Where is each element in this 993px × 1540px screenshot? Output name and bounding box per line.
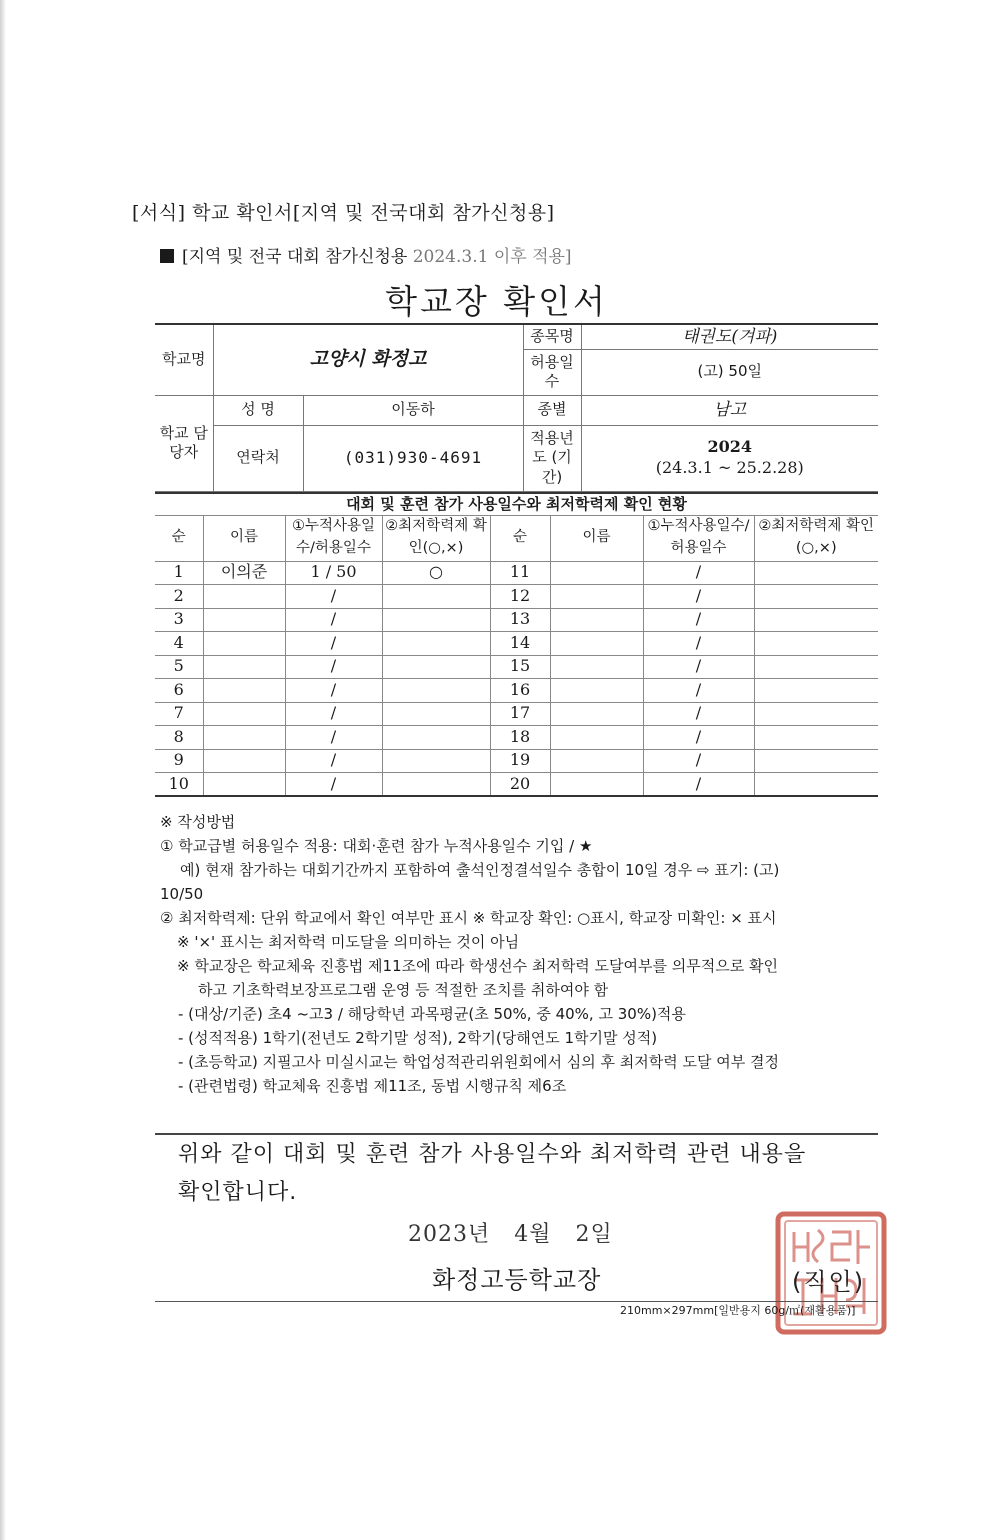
note-item: - (대상/기준) 초4 ~고3 / 해당학년 과목평균(초 50%, 중 40%, 고 30%)적용 xyxy=(178,1005,686,1023)
min-academic-check xyxy=(754,773,878,797)
note-item: ※ '×' 표시는 최저학력 미도달을 의미하는 것이 아님 xyxy=(177,933,520,951)
student-name xyxy=(550,608,643,632)
table-row xyxy=(155,773,878,797)
min-academic-check xyxy=(754,655,878,679)
note-item: 10/50 xyxy=(160,885,204,903)
student-name xyxy=(203,608,285,632)
instructions xyxy=(160,810,885,1098)
row-number: 10 xyxy=(155,773,203,797)
student-name xyxy=(203,773,285,797)
student-name xyxy=(550,655,643,679)
student-name xyxy=(203,655,285,679)
min-academic-check xyxy=(754,561,878,585)
note-item: 예) 현재 참가하는 대회기간까지 포함하여 출석인정결석일수 총합이 10일 경우 ⇨ 표기: (고) xyxy=(180,861,780,879)
row-number: 13 xyxy=(490,608,550,632)
days-used: / xyxy=(285,749,382,773)
principal-name: 화정고등학교장 xyxy=(432,1266,602,1294)
row-number: 15 xyxy=(490,655,550,679)
min-academic-check xyxy=(754,726,878,750)
min-academic-check xyxy=(754,585,878,609)
student-name xyxy=(550,726,643,750)
table-row xyxy=(155,655,878,679)
note-item: ※ 학교장은 학교체육 진흥법 제11조에 따라 학생선수 최저학력 도달여부를 의무적으로 확인 xyxy=(177,957,778,975)
min-academic-check xyxy=(754,749,878,773)
min-academic-check xyxy=(382,632,490,656)
student-name xyxy=(203,585,285,609)
subheader-text: [지역 및 전국 대회 참가신청용 xyxy=(182,247,413,267)
sport-label: 종목명 xyxy=(523,324,581,349)
row-number: 8 xyxy=(155,726,203,750)
row-number: 14 xyxy=(490,632,550,656)
row-number: 4 xyxy=(155,632,203,656)
row-number: 9 xyxy=(155,749,203,773)
contact-label: 연락처 xyxy=(213,425,303,491)
participation-rows xyxy=(155,561,878,796)
student-name xyxy=(550,561,643,585)
min-academic-check xyxy=(382,655,490,679)
row-number: 2 xyxy=(155,585,203,609)
seal-label: (직인) xyxy=(792,1268,866,1296)
page-edge-shadow xyxy=(0,0,6,1540)
min-academic-check xyxy=(382,585,490,609)
note-item: - (초등학교) 지필고사 미실시교는 학업성적관리위원회에서 심의 후 최저학력 도달 여부 결정 xyxy=(178,1053,779,1071)
manager-label: 학교 담당자 xyxy=(155,395,213,491)
days-used: / xyxy=(643,561,754,585)
row-number: 6 xyxy=(155,679,203,703)
row-number: 18 xyxy=(490,726,550,750)
days-used: / xyxy=(285,608,382,632)
student-name xyxy=(203,679,285,703)
note-item: - (성적적용) 1학기(전년도 2학기말 성적), 2학기(당해연도 1학기말 성적) xyxy=(178,1029,658,1047)
student-name xyxy=(550,749,643,773)
row-number: 19 xyxy=(490,749,550,773)
min-academic-check xyxy=(382,773,490,797)
row-number: 16 xyxy=(490,679,550,703)
bullet-square-icon xyxy=(160,249,174,263)
days-used: / xyxy=(285,773,382,797)
issue-date: 2023년 4월 2일 xyxy=(408,1222,613,1247)
school-name-value: 고양시 화정고 xyxy=(213,324,523,395)
days-used: / xyxy=(285,655,382,679)
school-name-label: 학교명 xyxy=(155,324,213,395)
header-name-2: 이름 xyxy=(550,515,643,561)
divider xyxy=(155,1133,878,1135)
note-heading: ※ 작성방법 xyxy=(160,813,236,831)
participation-caption: 대회 및 훈련 참가 사용일수와 최저학력제 확인 현황 xyxy=(155,493,878,515)
min-academic-check: ○ xyxy=(382,561,490,585)
student-name xyxy=(203,702,285,726)
days-used: / xyxy=(643,773,754,797)
header-check: ②최저학력제 확인(○,×) xyxy=(382,515,490,561)
table-row xyxy=(155,561,878,585)
days-used: / xyxy=(643,702,754,726)
table-row xyxy=(155,749,878,773)
form-label: [서식] 학교 확인서[지역 및 전국대회 참가신청용] xyxy=(132,202,555,224)
min-academic-check xyxy=(754,702,878,726)
year-cell xyxy=(581,425,878,491)
subheader xyxy=(160,242,572,267)
student-name xyxy=(550,585,643,609)
allowed-days-label: 허용일수 xyxy=(523,349,581,395)
confirmation-text xyxy=(178,1136,878,1212)
min-academic-check xyxy=(754,679,878,703)
student-name: 이의준 xyxy=(203,561,285,585)
row-number: 1 xyxy=(155,561,203,585)
days-used: / xyxy=(643,679,754,703)
days-used: / xyxy=(643,655,754,679)
student-name xyxy=(550,702,643,726)
header-no: 순 xyxy=(155,515,203,561)
min-academic-check xyxy=(754,608,878,632)
confirmation-line-1: 위와 같이 대회 및 훈련 참가 사용일수와 최저학력 관련 내용을 xyxy=(178,1142,807,1167)
category-value: 남고 xyxy=(581,395,878,425)
table-row xyxy=(155,726,878,750)
header-name: 이름 xyxy=(203,515,285,561)
school-info-table xyxy=(155,323,878,492)
row-number: 7 xyxy=(155,702,203,726)
header-days-2: ①누적사용일수/허용일수 xyxy=(643,515,754,561)
row-number: 3 xyxy=(155,608,203,632)
table-row xyxy=(155,632,878,656)
table-row xyxy=(155,585,878,609)
page-title: 학교장 확인서 xyxy=(385,282,608,321)
category-label: 종별 xyxy=(523,395,581,425)
days-used: / xyxy=(643,632,754,656)
note-item: ② 최저학력제: 단위 학교에서 확인 여부만 표시 ※ 학교장 확인: ○표시, 학교장 미확인: × 표시 xyxy=(160,909,777,927)
period-value: (24.3.1 ~ 25.2.28) xyxy=(655,458,804,477)
row-number: 17 xyxy=(490,702,550,726)
allowed-days-value: (고) 50일 xyxy=(581,349,878,395)
year-value: 2024 xyxy=(707,437,753,457)
note-item: - (관련법령) 학교체육 진흥법 제11조, 동법 시행규칙 제6조 xyxy=(178,1077,567,1095)
days-used: / xyxy=(643,608,754,632)
name-label: 성 명 xyxy=(213,395,303,425)
min-academic-check xyxy=(382,702,490,726)
days-used: / xyxy=(285,632,382,656)
header-days: ①누적사용일수/허용일수 xyxy=(285,515,382,561)
days-used: / xyxy=(285,726,382,750)
student-name xyxy=(550,632,643,656)
year-label: 적용년도 (기간) xyxy=(523,425,581,491)
student-name xyxy=(550,679,643,703)
min-academic-check xyxy=(754,632,878,656)
days-used: / xyxy=(285,702,382,726)
confirmation-line-2: 확인합니다. xyxy=(178,1180,298,1205)
days-used: / xyxy=(643,585,754,609)
row-number: 20 xyxy=(490,773,550,797)
note-item: 하고 기초학력보장프로그램 운영 등 적절한 조치를 취하여야 함 xyxy=(198,981,609,999)
student-name xyxy=(203,749,285,773)
participation-table xyxy=(155,492,878,797)
name-value: 이동하 xyxy=(303,395,523,425)
table-row xyxy=(155,679,878,703)
student-name xyxy=(203,726,285,750)
table-row xyxy=(155,702,878,726)
days-used: 1 / 50 xyxy=(285,561,382,585)
paper-spec: 210mm×297mm[일반용지 60g/㎡(재활용품)] xyxy=(620,1304,856,1317)
days-used: / xyxy=(643,749,754,773)
sport-value: 태권도(겨파) xyxy=(581,324,878,349)
row-number: 11 xyxy=(490,561,550,585)
subheader-date: 2024.3.1 이후 적용] xyxy=(412,247,572,267)
days-used: / xyxy=(285,679,382,703)
min-academic-check xyxy=(382,726,490,750)
row-number: 12 xyxy=(490,585,550,609)
row-number: 5 xyxy=(155,655,203,679)
contact-value: (031)930-4691 xyxy=(303,425,523,491)
header-check-2: ②최저학력제 확인(○,×) xyxy=(754,515,878,561)
min-academic-check xyxy=(382,679,490,703)
days-used: / xyxy=(285,585,382,609)
student-name xyxy=(550,773,643,797)
student-name xyxy=(203,632,285,656)
min-academic-check xyxy=(382,749,490,773)
table-row xyxy=(155,608,878,632)
header-no-2: 순 xyxy=(490,515,550,561)
note-item: ① 학교급별 허용일수 적용: 대회·훈련 참가 누적사용일수 기입 / ★ xyxy=(160,837,593,855)
min-academic-check xyxy=(382,608,490,632)
days-used: / xyxy=(643,726,754,750)
